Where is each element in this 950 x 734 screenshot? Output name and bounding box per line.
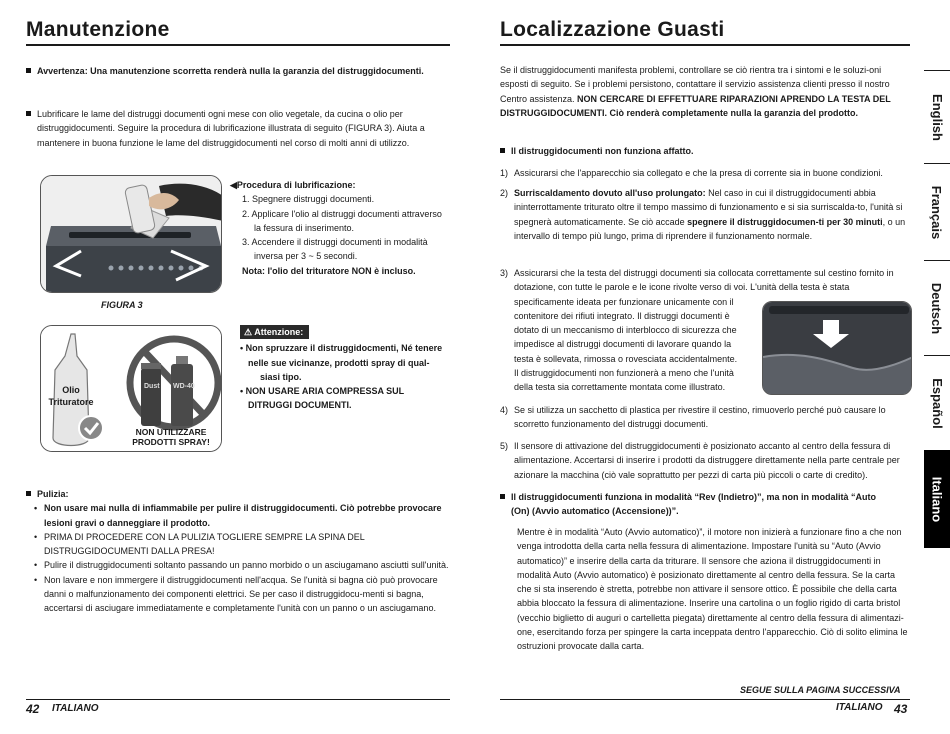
section2-heading [500, 490, 895, 519]
procedure-step: inversa per 3 ~ 5 secondi. [254, 251, 358, 262]
footer-label-left: ITALIANO [52, 703, 99, 714]
attention-line: • Non spruzzare il distruggidocmenti, Né tenere [240, 343, 443, 354]
item-4-text: Se si utilizza un sacchetto di plastica per rivestire il cestino, rimuoverlo perché può causare lo scorretto funzionamento del distruggi documenti. [514, 405, 886, 430]
no-spray-line: NON UTILIZZARE [135, 427, 207, 437]
oil-label-line: Olio [62, 385, 80, 395]
footer-rule-left [26, 699, 450, 700]
tab-english[interactable] [924, 71, 950, 163]
cleaning-item: Non usare mai nulla di infiammabile per pulire il distruggidocumenti. Ciò potrebbe provocare lesioni gravi o danneggiare il prodotto. [44, 503, 442, 528]
page-number-right: 43 [894, 702, 908, 716]
item-1: 1) Assicurarsi che l'apparecchio sia collegato e che la presa di corrente sia in buone condizioni. [500, 168, 883, 178]
item-5: 5) Il sensore di attivazione del distruggidocumenti è posizionato accanto al centro della fessura di alimentazione. Accertarsi di inserire i prodotti da distruggere direttamente nella parte centrale per azionare la macchina (ciò vale soprattutto per pezzi di carta più piccoli o carte di credito). [500, 441, 900, 480]
intro-paragraph [500, 63, 912, 120]
procedure-title: Procedura di lubrificazione: [236, 180, 356, 190]
item-2-text-end: , o un intervallo di tempo più lungo, prima di riprendere il funzionamento normale. [514, 216, 906, 241]
item-2: 2) Surriscaldamento dovuto all'uso prolungato: Nel caso in cui il distruggidocumenti abbia ininterrottamente triturato oltre il tempo massimo di funzionamento e si sia surriscalda-to, l'unità si spegnerà automaticamente. Se ciò accade spegnere il distruggidocumen-ti per 30 minuti, o un intervallo di tempo più lungo, prima di riprendere il funzionamento normale. [500, 188, 906, 241]
no-spray-label [121, 427, 221, 447]
oil-label [47, 384, 95, 408]
attention-header [240, 325, 309, 339]
figure-3-illustration [40, 175, 222, 293]
intro-warning: NON CERCARE DI EFFETTUARE RIPARAZIONI APRENDO LA TESTA DEL DISTRUGGIDOCUMENTI. Ciò renderà completamente nulla la garanzia del prodotto. [500, 93, 891, 118]
section1-heading [500, 144, 910, 158]
procedure-step: 1. Spegnere distruggi documenti. [242, 194, 375, 205]
attention-line: nelle sue vicinanze, prodotti spray di qual- [248, 357, 430, 368]
procedure-step: 3. Accendere il distruggi documenti in modalità [242, 237, 428, 248]
item-3-line: contenitore dei rifiuti integrato. Il distruggi documenti è [514, 310, 730, 321]
attention-line: DITRUGGI DOCUMENTI. [248, 400, 352, 411]
shredder-oiling-illustration [41, 176, 222, 293]
tab-italiano-active[interactable] [924, 450, 950, 548]
tab-label: Français [929, 185, 945, 239]
section1-title: Il distruggidocumenti non funziona affatto. [511, 146, 694, 156]
page-title-right: Localizzazione Guasti [500, 18, 725, 41]
item-3-line: della testa sia correttamente montata come illustrato. [514, 382, 726, 393]
figure-caption: FIGURA 3 [101, 300, 143, 310]
item-3-line: specificamente ideata per funzionare unicamente con il [514, 296, 734, 307]
section2-body: Mentre è in modalità “Auto (Avvio automatico)”, il motore non inizierà a funzionare fino a che non venga introdotta della carta nella fessura di alimentazione. Impostare l'unità su “Auto (Avvio automatico)” e inserire della carta da triturare. Il sensore che aziona il distruggidocumenti in modalità Auto (Avvio automatico) è posizionato direttamente al centro della fessura. Se la carta che si sta inserendo è stretta, potrebbe non attivare il sensore ottico. È possibile che della carta abbia bloccato la fessura di alimentazione. Inserire una cartolina o un foglio rigido di carta bristol (vecchio biglietto di auguri o cartelletta piegata) direttamente al centro della fessura di alimentazi-one, esercitando forza per spingere la carta inceppata dentro l'apparecchio. Ciò di solito elimina le ostruzioni provocate dalla carta. [517, 527, 908, 652]
footer-rule-right [500, 699, 910, 700]
item-3-line: Il distruggidocumenti non funzionerà a meno che l'unità [514, 368, 734, 379]
item-2-heading: Surriscaldamento dovuto all'uso prolungato: [514, 188, 706, 198]
tab-label: Italiano [929, 476, 945, 522]
item-3: 3) Assicurarsi che la testa del distruggi documenti sia collocata correttamente sul cestino fornito in dotazione, con tutte le parole e le icone rivolte verso di voi. L'unità della testa è stata specificamente ideata per funzionare unicamente con il contenitore dei rifiuti integrato. Il distruggi documenti è dotato di un meccanismo di interblocco di sicurezza che impedisce al distruggi documenti di lavorare quando la testa è sollevata, rimossa o rovesciata accidentalmente. Il distruggidocumenti non funzionerà a meno che l'unità della testa sia correttamente montata come illustrato. [500, 266, 912, 395]
wd40-can-label: WD-40 [173, 383, 195, 390]
item-4: 4) Se si utilizza un sacchetto di plastica per rivestire il cestino, rimuoverlo perché può causare lo scorretto funzionamento del distruggi documenti. [500, 405, 886, 430]
intro-text: Se il distruggidocumenti manifesta problemi, controllare se ciò rientra tra i sintomi e le soluzi-oni esposti di seguito. Se i problemi persistono, contattare il servizio assistenza clienti presso il nostro Centro assistenza. [500, 65, 890, 104]
procedure-note: Nota: l'olio del trituratore NON è incluso. [242, 265, 416, 276]
pointer-arrow-icon: ◀ [230, 180, 237, 190]
footer-label-right: ITALIANO [836, 702, 883, 713]
warning-paragraph [26, 64, 426, 78]
attention-title: Attenzione: [254, 327, 304, 337]
warning-triangle-icon: ⚠ [244, 327, 253, 337]
continue-note: SEGUE SULLA PAGINA SUCCESSIVA [740, 685, 901, 695]
warning-text: Avvertenza: Una manutenzione scorretta renderà nulla la garanzia del distruggidocumenti. [37, 66, 424, 76]
cleaning-item: Non lavare e non immergere il distruggidocumenti nell'acqua. Se l'unità si bagna ciò può provocare danni o malfunzionamento dei componenti elettrici. Se per caso il distruggidocu-menti si bagna, accertarsi di asciugare immediatamente e completamente l'unità con un panno o un asciugamano. [44, 574, 438, 614]
item-2-emphasis: spegnere il distruggidocumen-ti per 30 minuti [687, 216, 883, 227]
lubricate-text: Lubrificare le lame del distruggi documenti ogni mese con olio vegetale, da cucina o olio per distruggidocumenti. Seguire la procedura di lubrificazione illustrata di seguito (FIGURA 3). Aiuta a mantenere in buona funzione le lame del distruggidocumenti nel corso di molti anni di utilizzo. [37, 109, 425, 148]
shredder-head-illustration [762, 301, 912, 395]
item-3-line: dotato di un meccanismo di interblocco di sicurezza che [514, 325, 737, 336]
dust-can-label: Dust [144, 383, 160, 390]
item-3-line: testa è sollevata, rimossa o rovesciata accidentalmente. [514, 353, 738, 364]
title-underline-left [26, 44, 450, 46]
attention-line: • NON USARE ARIA COMPRESSA SUL [240, 386, 405, 397]
cleaning-item: Pulire il distruggidocumenti soltanto passando un panno morbido o un asciugamano asciutti sull'unità. [44, 560, 449, 571]
cleaning-item: PRIMA DI PROCEDERE CON LA PULIZIA TOGLIERE SEMPRE LA SPINA DEL DISTRUGGIDOCUMENTI DALLA PRESA! [44, 531, 365, 557]
item-5-text: Il sensore di attivazione del distruggidocumenti è posizionato accanto al centro della fessura di alimentazione. Accertarsi di inserire i prodotti da distruggere direttamente nella parte centrale per azionare la macchina (ciò vale soprattutto per pezzi di carta più piccoli o carte di credito). [514, 441, 900, 480]
shredder-head-down-arrow [763, 302, 912, 395]
page-number-left: 42 [26, 702, 40, 716]
tab-francais[interactable] [924, 164, 950, 260]
attention-line: siasi tipo. [260, 371, 302, 382]
lubricate-paragraph [26, 107, 446, 150]
tab-espanol[interactable] [924, 356, 950, 450]
item-3-line: impedisce al distruggi documenti di lavorare quando la [514, 339, 732, 350]
oil-spray-illustration [40, 325, 222, 452]
tab-deutsch[interactable] [924, 261, 950, 355]
cleaning-title: Pulizia: [37, 489, 69, 499]
procedure-step: 2. Applicare l'olio al distruggi documenti attraverso [242, 208, 442, 219]
attention-box [240, 325, 450, 413]
tab-label: Deutsch [929, 282, 945, 334]
procedure-step: la fessura di inserimento. [254, 222, 355, 233]
lubrication-procedure [230, 178, 450, 278]
item-2-text: Nel caso in cui il distruggidocumenti abbia ininterrottamente triturato oltre il tempo massimo di funzionamento e si sia surriscalda-to, l'unità si spegnerà automaticamente. Se ciò accade [514, 188, 903, 227]
item-1-text: Assicurarsi che l'apparecchio sia collegato e che la presa di corrente sia in buone condizioni. [514, 168, 883, 178]
item-3-text: Assicurarsi che la testa del distruggi documenti sia collocata correttamente sul cestino fornito in dotazione, con tutte le parole e le icone rivolte verso di voi. L'unità della testa è stata [514, 268, 894, 293]
page-title-left: Manutenzione [26, 18, 170, 41]
cleaning-section: Pulizia: • Non usare mai nulla di infiammabile per pulire il distruggidocumenti. Ciò potrebbe provocare lesioni gravi o danneggiare il prodotto. • PRIMA DI PROCEDERE CON LA PULIZIA TOGLIERE SEMPRE LA SPINA DEL DISTRUGGIDOCUMENTI DALLA PRESA! • Pulire il distruggidocumenti soltanto passando un panno morbido o un asciugamano asciutti sull'unità. • Non lavare e non immergere il distruggidocumenti nell'acqua. Se l'unità si bagna ciò può provocare danni o malfunzionamento dei componenti elettrici. Se per caso il distruggidocu-menti si bagna, accertarsi di asciugare immediatamente e completamente l'unità con un panno o un asciugamano. [26, 487, 450, 616]
tab-label: English [929, 93, 945, 141]
section2-title: Il distruggidocumenti funziona in modalità “Rev (Indietro)”, ma non in modalità “Auto (On) (Avvio automatico (Accensione))”. [511, 492, 877, 517]
tab-label: Español [929, 377, 945, 429]
no-spray-line: PRODOTTI SPRAY! [132, 437, 210, 447]
oil-label-line: Trituratore [48, 397, 94, 407]
title-underline-right [500, 44, 910, 46]
